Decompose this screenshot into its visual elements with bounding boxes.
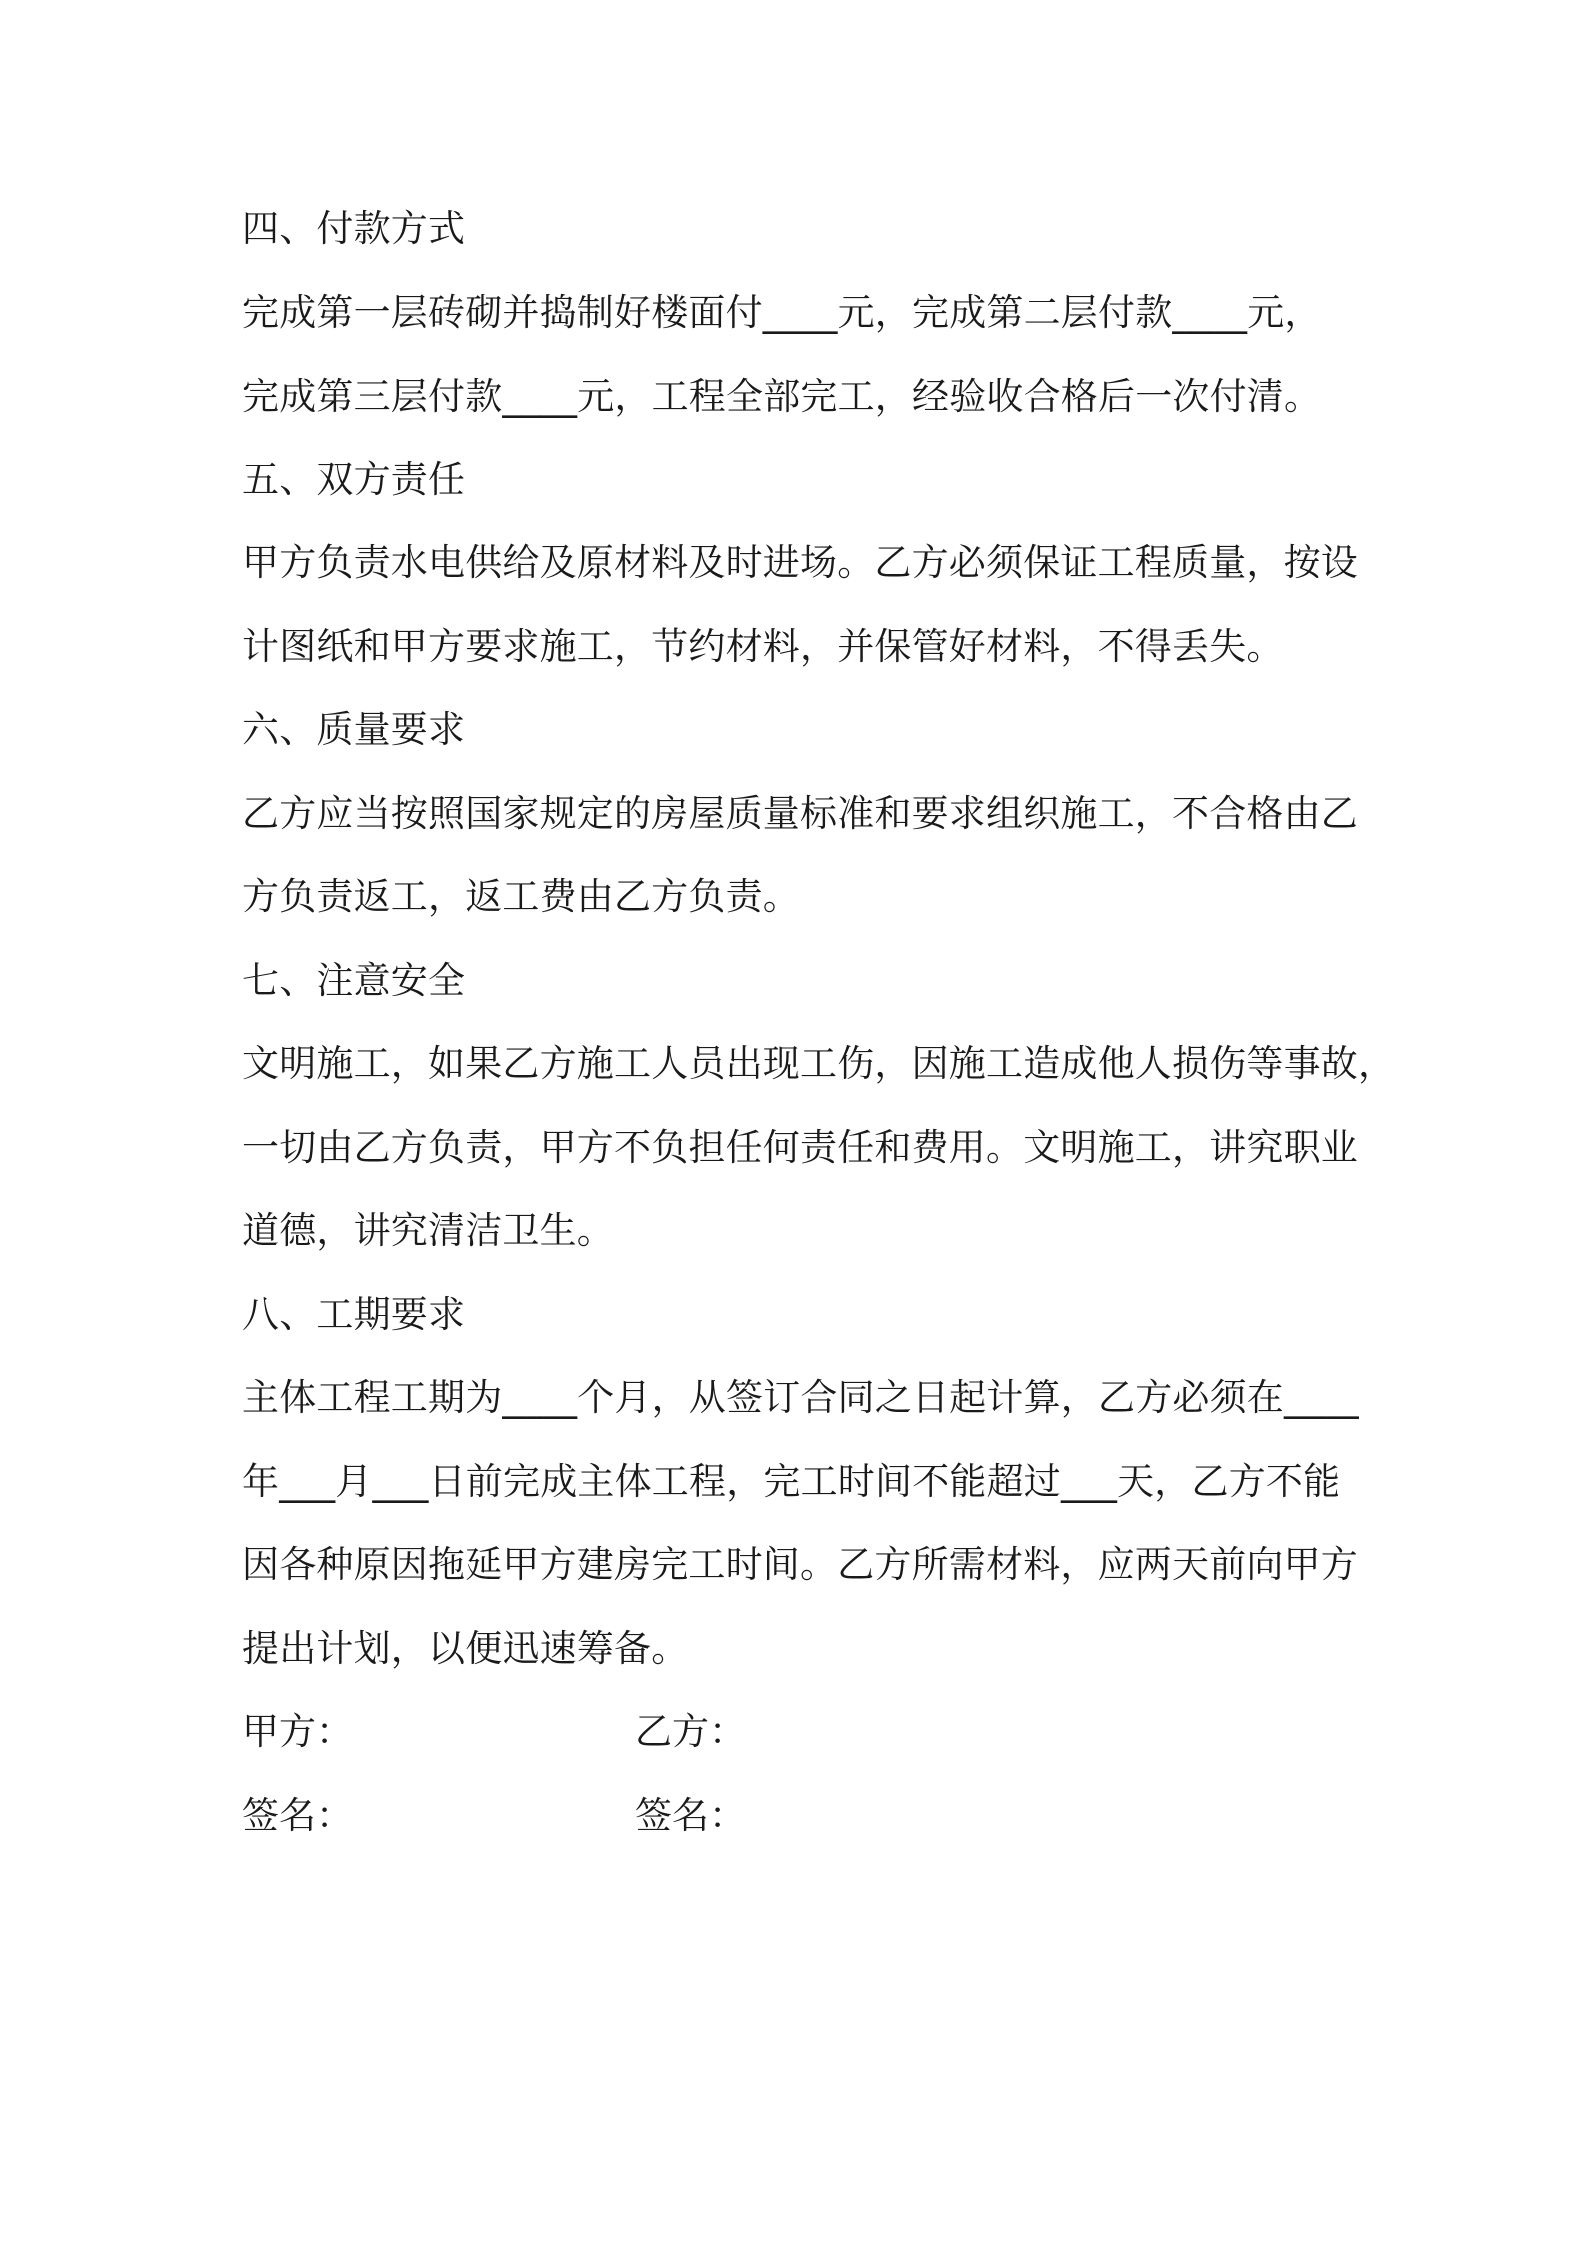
party-b-signature-label: 签名： [635,1794,746,1837]
paragraph-line: 完成第一层砖砌并捣制好楼面付____元，完成第二层付款____元， [242,291,1322,334]
paragraph-line: 一切由乙方负责，甲方不负担任何责任和费用。文明施工，讲究职业 [242,1126,1358,1169]
section-heading-responsibilities: 五、双方责任 [242,458,466,501]
party-b-label: 乙方： [635,1710,746,1753]
party-a-label: 甲方： [242,1710,353,1753]
paragraph-line: 提出计划，以便迅速筹备。 [242,1627,689,1670]
paragraph-line: 甲方负责水电供给及原材料及时进场。乙方必须保证工程质量，按设 [242,541,1358,584]
paragraph-line: 完成第三层付款____元，工程全部完工，经验收合格后一次付清。 [242,375,1322,418]
paragraph-line: 道德，讲究清洁卫生。 [242,1209,614,1252]
paragraph-line: 文明施工，如果乙方施工人员出现工伤，因施工造成他人损伤等事故， [242,1042,1396,1085]
paragraph-line: 乙方应当按照国家规定的房屋质量标准和要求组织施工，不合格由乙 [242,792,1358,835]
section-heading-payment: 四、付款方式 [242,207,466,250]
paragraph-line: 主体工程工期为____个月，从签订合同之日起计算，乙方必须在____ [242,1376,1359,1419]
paragraph-line: 计图纸和甲方要求施工，节约材料，并保管好材料，不得丢失。 [242,625,1284,668]
paragraph-line: 因各种原因拖延甲方建房完工时间。乙方所需材料，应两天前向甲方 [242,1543,1358,1586]
party-a-signature-label: 签名： [242,1794,353,1837]
section-heading-quality: 六、质量要求 [242,708,466,751]
section-heading-safety: 七、注意安全 [242,959,466,1002]
paragraph-line: 方负责返工，返工费由乙方负责。 [242,875,800,918]
section-heading-schedule: 八、工期要求 [242,1293,466,1336]
paragraph-line: 年___月___日前完成主体工程，完工时间不能超过___天，乙方不能 [242,1460,1341,1503]
